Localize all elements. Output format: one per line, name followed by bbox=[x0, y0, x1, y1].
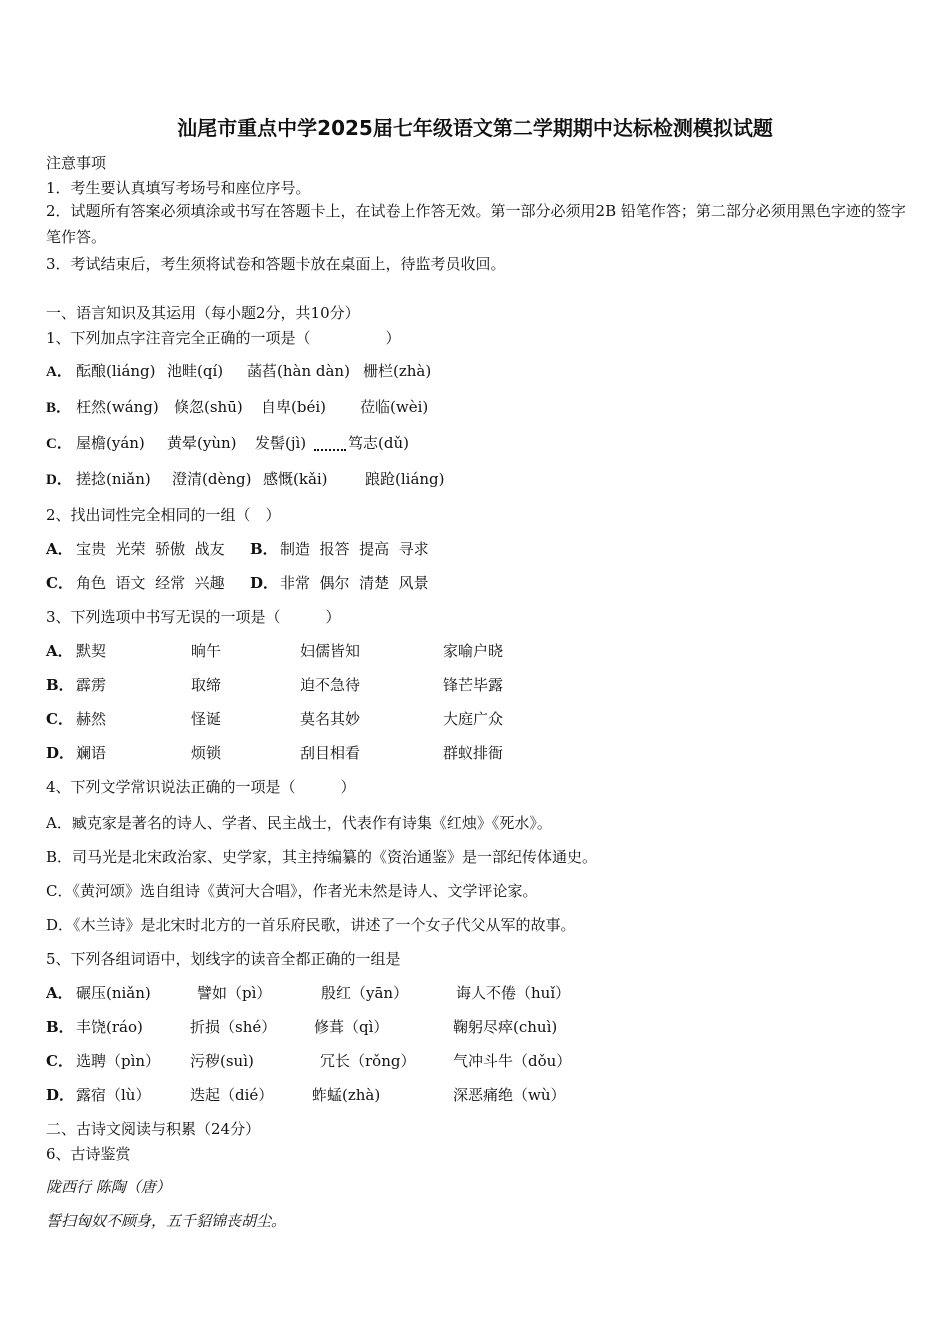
option-label: A． bbox=[46, 364, 72, 380]
question-stem: 2、找出词性完全相同的一组（ ） bbox=[46, 506, 281, 524]
option-item: 家喻户晓 bbox=[443, 642, 504, 660]
q1-option-a bbox=[46, 360, 72, 381]
option-item: 折损（shé） bbox=[190, 1018, 277, 1036]
q1-option-d bbox=[46, 468, 72, 489]
option-label: D． bbox=[46, 744, 75, 762]
notice-item: 3．考试结束后，考生须将试卷和答题卡放在桌面上，待监考员收回。 bbox=[46, 255, 506, 273]
q4-option: C．《黄河颂》选自组诗《黄河大合唱》，作者光未然是诗人、文学评论家。 bbox=[46, 882, 538, 900]
option-item: 栅栏(zhà) bbox=[363, 362, 432, 380]
option-item: 角色 语文 经常 兴趣 bbox=[76, 574, 225, 592]
option-item: 发髻(jì) bbox=[255, 434, 307, 452]
option-label: A． bbox=[46, 642, 73, 660]
option-item: 妇儒皆知 bbox=[300, 642, 361, 660]
q4-option: A．臧克家是著名的诗人、学者、民主战士，代表作有诗集《红烛》《死水》。 bbox=[46, 814, 552, 832]
option-label: C． bbox=[46, 436, 72, 452]
option-item: 澄清(dèng) bbox=[172, 470, 252, 488]
option-item: 殷红（yān） bbox=[321, 984, 409, 1002]
option-label: C． bbox=[46, 710, 73, 728]
q1-option-c bbox=[46, 432, 72, 453]
option-item: 鞠躬尽瘁(chuì) bbox=[453, 1018, 558, 1036]
option-label: C． bbox=[46, 574, 73, 592]
notice-item: 2．试题所有答案必须填涂或书写在答题卡上，在试卷上作答无效。第一部分必须用2B 铅笔作答；第二部分必须用黑色字迹的签字笔作答。 bbox=[46, 202, 906, 246]
question-stem: 6、古诗鉴赏 bbox=[46, 1145, 131, 1163]
option-item: 倏忽(shū) bbox=[174, 398, 243, 416]
option-item: 莅临(wèi) bbox=[360, 398, 429, 416]
option-label: B． bbox=[46, 1018, 74, 1036]
option-item: 屋檐(yán) bbox=[76, 434, 145, 452]
option-item: 默契 bbox=[76, 642, 107, 660]
option-item: 怪诞 bbox=[191, 710, 222, 728]
section-heading: 二、古诗文阅读与积累（24分） bbox=[46, 1120, 261, 1138]
option-label: D． bbox=[46, 472, 72, 488]
option-item: 锋芒毕露 bbox=[443, 676, 504, 694]
option-item: 露宿（lù） bbox=[76, 1086, 151, 1104]
page-title: 汕尾市重点中学2025届七年级语文第二学期期中达标检测模拟试题 bbox=[177, 116, 773, 140]
option-item: 刮目相看 bbox=[300, 744, 361, 762]
question-stem: 3、下列选项中书写无误的一项是（ ） bbox=[46, 608, 341, 626]
option-item: 污秽(suì) bbox=[190, 1052, 254, 1070]
notice-item: 1．考生要认真填写考场号和座位序号。 bbox=[46, 179, 311, 197]
option-item: 诲人不倦（huǐ） bbox=[456, 984, 571, 1002]
option-item: 选聘（pìn） bbox=[76, 1052, 161, 1070]
option-item: 烦锁 bbox=[191, 744, 222, 762]
poem-title: 陇西行 陈陶（唐） bbox=[46, 1178, 171, 1196]
option-label: B． bbox=[46, 676, 74, 694]
option-label: B． bbox=[250, 540, 278, 558]
option-item: 枉然(wáng) bbox=[76, 398, 159, 416]
option-item: 气冲斗牛（dǒu） bbox=[453, 1052, 572, 1070]
option-item: 自卑(béi) bbox=[261, 398, 326, 416]
option-item: 感慨(kǎi) bbox=[263, 470, 328, 488]
section-heading: 一、语言知识及其运用（每小题2分，共10分） bbox=[46, 304, 360, 322]
option-item: 丰饶(ráo) bbox=[76, 1018, 143, 1036]
option-item: 蚱蜢(zhà) bbox=[312, 1086, 381, 1104]
option-item: 冗长（rǒng） bbox=[320, 1052, 416, 1070]
option-label: D． bbox=[250, 574, 279, 592]
option-item: 取缔 bbox=[191, 676, 222, 694]
poem-line: 誓扫匈奴不顾身，五千貂锦丧胡尘。 bbox=[46, 1212, 287, 1230]
option-item: 深恶痛绝（wù） bbox=[453, 1086, 566, 1104]
option-item: 池畦(qí) bbox=[167, 362, 224, 380]
question-stem: 4、下列文学常识说法正确的一项是（ ） bbox=[46, 778, 356, 796]
notice-heading: 注意事项 bbox=[46, 154, 107, 172]
option-item: 制造 报答 提高 寻求 bbox=[280, 540, 429, 558]
option-label: C． bbox=[46, 1052, 73, 1070]
option-item: 斓语 bbox=[76, 744, 107, 762]
option-item: 大庭广众 bbox=[443, 710, 504, 728]
option-item: 宝贵 光荣 骄傲 战友 bbox=[76, 540, 225, 558]
option-item: 莫名其妙 bbox=[300, 710, 361, 728]
option-label: D． bbox=[46, 1086, 75, 1104]
option-item: 踉跄(liáng) bbox=[365, 470, 445, 488]
option-item: 非常 偶尔 清楚 风景 bbox=[280, 574, 429, 592]
option-item: 譬如（pì） bbox=[197, 984, 272, 1002]
question-stem: 1、下列加点字注音完全正确的一项是（ ） bbox=[46, 329, 401, 347]
option-item: 群蚁排衙 bbox=[443, 744, 504, 762]
option-item: 笃志(dǔ) bbox=[348, 434, 409, 452]
option-item: 碾压(niǎn) bbox=[76, 984, 151, 1002]
option-item: 赫然 bbox=[76, 710, 107, 728]
option-item: 迫不急待 bbox=[300, 676, 361, 694]
option-item: 黄晕(yùn) bbox=[167, 434, 237, 452]
option-item: 菡萏(hàn dàn) bbox=[247, 362, 350, 380]
option-item: 晌午 bbox=[191, 642, 222, 660]
q4-option: B．司马光是北宋政治家、史学家，其主持编纂的《资治通鉴》是一部纪传体通史。 bbox=[46, 848, 598, 866]
option-label: A． bbox=[46, 540, 73, 558]
option-label: B． bbox=[46, 400, 72, 416]
option-label: A． bbox=[46, 984, 73, 1002]
question-stem: 5、下列各组词语中，划线字的读音全都正确的一组是 bbox=[46, 950, 401, 968]
option-item: 酝酿(liáng) bbox=[76, 362, 156, 380]
option-item: 搓捻(niǎn) bbox=[76, 470, 151, 488]
q4-option: D．《木兰诗》是北宋时北方的一首乐府民歌，讲述了一个女子代父从军的故事。 bbox=[46, 916, 576, 934]
option-item: 霹雳 bbox=[76, 676, 107, 694]
q1-option-b bbox=[46, 396, 71, 417]
emphasis-dots bbox=[314, 449, 346, 451]
option-item: 修葺（qì） bbox=[314, 1018, 389, 1036]
option-item: 迭起（dié） bbox=[190, 1086, 274, 1104]
